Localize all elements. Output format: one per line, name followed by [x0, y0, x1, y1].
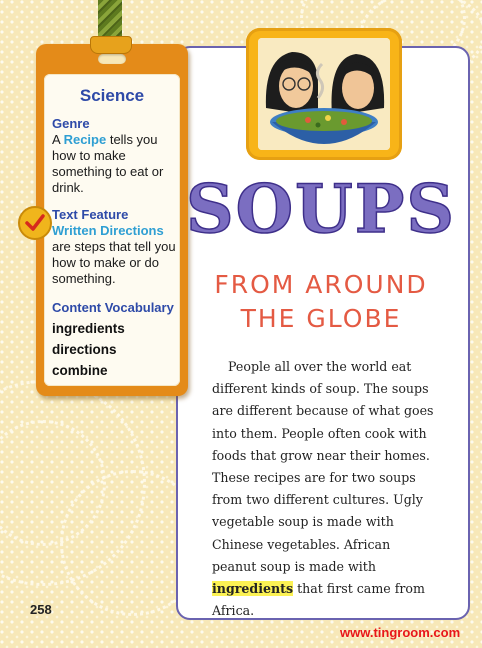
card-subject-title: Science — [79, 86, 145, 105]
genre-keyword: Recipe — [63, 132, 107, 147]
genre-heading: Genre — [52, 116, 90, 131]
vocab-word: directions — [52, 342, 117, 357]
genre-text-pre: A — [52, 132, 64, 147]
text-feature-keyword: Written Directions — [52, 223, 164, 238]
article-title: SOUPS — [185, 170, 456, 248]
lanyard-clip — [90, 36, 132, 54]
article-subtitle-line2: THE GLOBE — [240, 304, 402, 333]
genre-text-post: tells you how to make something to eat or drink. — [52, 132, 164, 195]
vocab-highlight: ingredients — [212, 581, 294, 597]
vocab-word: combine — [52, 363, 108, 378]
photo-frame — [246, 28, 402, 160]
article-subtitle-line1: FROM AROUND — [214, 270, 428, 299]
vocabulary-heading: Content Vocabulary — [52, 300, 174, 315]
genre-description — [52, 132, 182, 196]
card-slot — [98, 54, 126, 64]
body-text-pre: People all over the world eat different kinds of soup. The soups are different because of what goes into them. People often cook with foods that grow near their homes. These recipes are for two soups from two different cultures. Ugly vegetable soup is made with Chinese vegetables. African peanut soup is made with — [212, 359, 434, 574]
checkmark-icon — [18, 206, 52, 240]
watermark: www.tingroom.com — [340, 625, 461, 640]
text-feature-section — [52, 207, 182, 287]
page-number: 258 — [30, 602, 52, 617]
body-text-post: that first came from Africa. — [212, 581, 425, 619]
text-feature-heading: Text Feature — [52, 207, 129, 222]
vocab-word: ingredients — [52, 321, 125, 336]
illustration-soup-bowl — [258, 38, 390, 150]
text-feature-description: are steps that tell you how to make or do something. — [52, 239, 176, 286]
article-body — [212, 356, 434, 622]
genre-section — [52, 116, 182, 196]
